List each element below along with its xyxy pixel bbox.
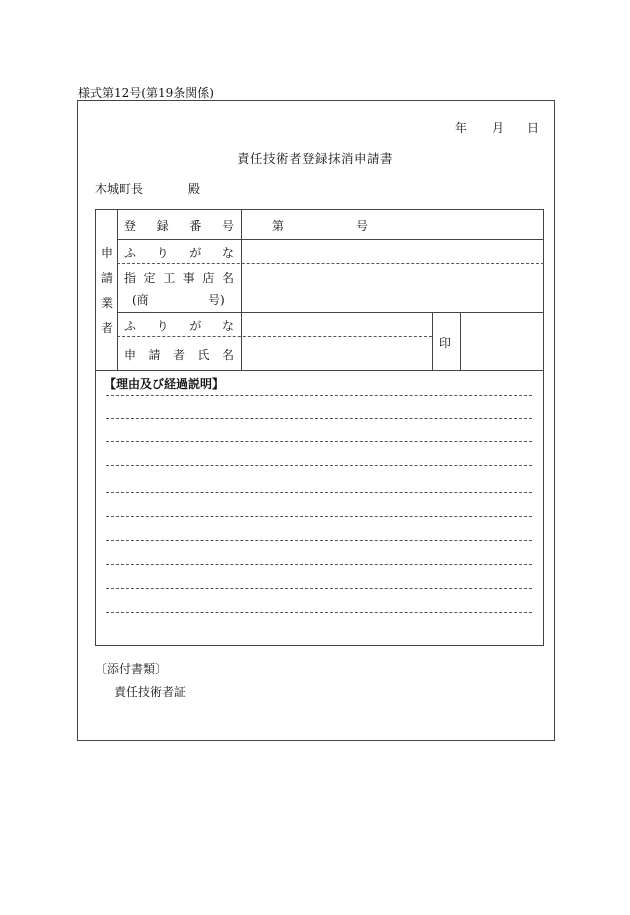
attachments-heading: 〔添付書類〕	[95, 662, 168, 676]
addressee: 木城町長	[95, 182, 144, 196]
shop-name-label: 指 定 工 事 店 名	[124, 271, 234, 285]
date-day-label: 日	[527, 121, 540, 135]
reason-line	[106, 516, 532, 517]
reason-line	[106, 441, 532, 442]
col-divider-seal-right	[460, 312, 461, 370]
trade-name-open: (商	[132, 293, 149, 307]
form-title: 責任技術者登録抹消申請書	[236, 151, 393, 166]
reason-line	[106, 395, 532, 396]
reason-line	[106, 465, 532, 466]
trade-name-close: 号)	[208, 293, 225, 307]
applicant-vertical-label: 申 請 業 者	[100, 246, 113, 335]
furigana-label-name: ふ り が な	[124, 319, 234, 333]
attachment-item: 責任技術者証	[114, 685, 187, 699]
row-line-3	[95, 370, 544, 371]
col-divider-seal-left	[432, 312, 433, 370]
registration-number-prefix: 第	[272, 219, 285, 233]
applicant-name-label: 申 請 者 氏 名	[124, 348, 234, 362]
col-divider-label	[241, 209, 242, 370]
reason-line	[106, 492, 532, 493]
row-line-2	[117, 312, 544, 313]
seal-label: 印	[439, 336, 452, 350]
registration-number-label: 登 録 番 号	[124, 219, 234, 233]
row-dashed-1	[117, 263, 544, 264]
reason-line	[106, 588, 532, 589]
reason-line	[106, 540, 532, 541]
reason-line	[106, 564, 532, 565]
reason-line	[106, 612, 532, 613]
honorific: 殿	[188, 182, 201, 196]
col-divider-left	[117, 209, 118, 370]
registration-number-suffix: 号	[356, 219, 369, 233]
date-month-label: 月	[492, 121, 505, 135]
form-number: 様式第12号(第19条関係)	[78, 86, 214, 100]
date-year-label: 年	[455, 121, 468, 135]
reason-heading: 【理由及び経過説明】	[104, 377, 225, 391]
row-dashed-2	[117, 336, 432, 337]
reason-line	[106, 418, 532, 419]
furigana-label-shop: ふ り が な	[124, 246, 234, 260]
row-line-1	[117, 239, 544, 240]
